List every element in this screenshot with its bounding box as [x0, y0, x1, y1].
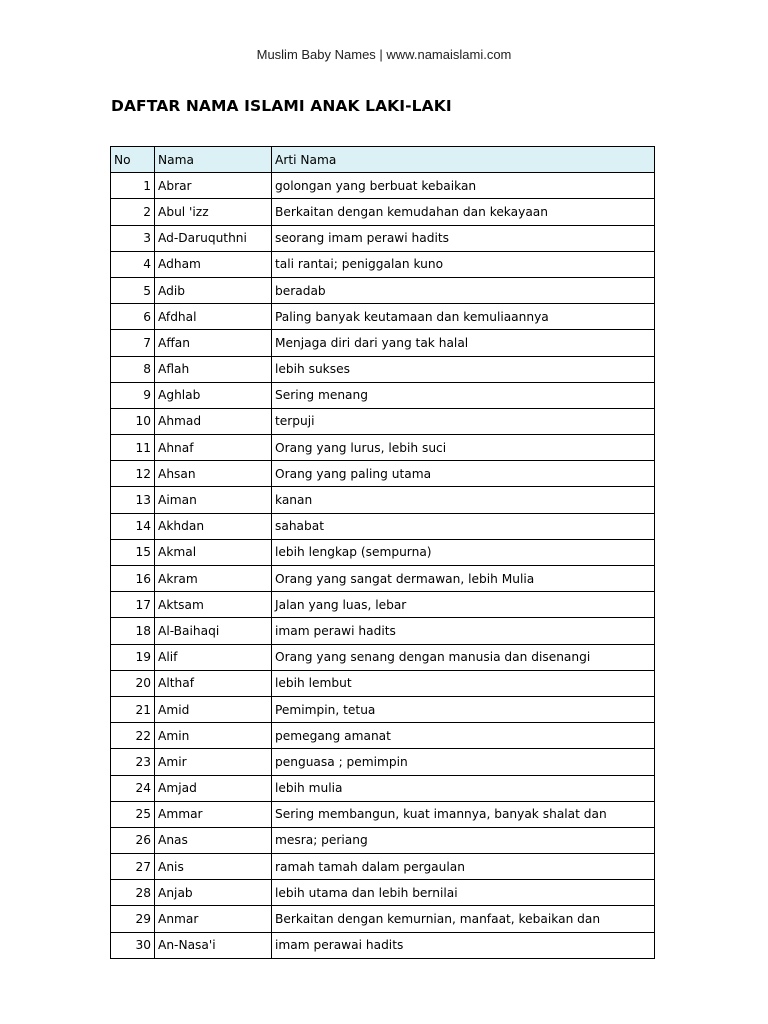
row-number: 24	[111, 775, 155, 801]
row-name: Akhdan	[155, 513, 272, 539]
row-meaning: seorang imam perawi hadits	[272, 225, 655, 251]
row-number: 10	[111, 408, 155, 434]
row-name: Alif	[155, 644, 272, 670]
table-row	[111, 173, 655, 199]
row-name: Akram	[155, 566, 272, 592]
column-header-arti-nama: Arti Nama	[272, 147, 655, 173]
table-row	[111, 356, 655, 382]
row-number: 3	[111, 225, 155, 251]
row-number: 16	[111, 566, 155, 592]
row-number: 13	[111, 487, 155, 513]
row-name: Anmar	[155, 906, 272, 932]
row-number: 20	[111, 670, 155, 696]
table-row	[111, 513, 655, 539]
table-row	[111, 566, 655, 592]
row-number: 23	[111, 749, 155, 775]
row-name: Al-Baihaqi	[155, 618, 272, 644]
row-number: 4	[111, 251, 155, 277]
row-name: Aghlab	[155, 382, 272, 408]
row-number: 22	[111, 723, 155, 749]
row-meaning: Berkaitan dengan kemudahan dan kekayaan	[272, 199, 655, 225]
table-row	[111, 670, 655, 696]
row-name: Ahsan	[155, 461, 272, 487]
table-row	[111, 330, 655, 356]
row-meaning: golongan yang berbuat kebaikan	[272, 173, 655, 199]
row-number: 8	[111, 356, 155, 382]
table-row	[111, 932, 655, 958]
row-number: 7	[111, 330, 155, 356]
row-number: 30	[111, 932, 155, 958]
row-meaning: mesra; periang	[272, 827, 655, 853]
row-number: 5	[111, 277, 155, 303]
row-meaning: Jalan yang luas, lebar	[272, 592, 655, 618]
table-row	[111, 644, 655, 670]
table-row	[111, 461, 655, 487]
row-name: Ahnaf	[155, 435, 272, 461]
row-meaning: Menjaga diri dari yang tak halal	[272, 330, 655, 356]
row-meaning: lebih lengkap (sempurna)	[272, 539, 655, 565]
column-header-no: No	[111, 147, 155, 173]
row-meaning: Orang yang senang dengan manusia dan disenangi	[272, 644, 655, 670]
row-name: Adham	[155, 251, 272, 277]
row-name: Affan	[155, 330, 272, 356]
row-number: 29	[111, 906, 155, 932]
row-meaning: Sering membangun, kuat imannya, banyak shalat dan	[272, 801, 655, 827]
row-meaning: lebih utama dan lebih bernilai	[272, 880, 655, 906]
table-row	[111, 775, 655, 801]
row-meaning: Orang yang paling utama	[272, 461, 655, 487]
row-name: Abul 'izz	[155, 199, 272, 225]
table-row	[111, 592, 655, 618]
table-row	[111, 304, 655, 330]
table-row	[111, 408, 655, 434]
row-number: 9	[111, 382, 155, 408]
row-name: Amjad	[155, 775, 272, 801]
row-number: 2	[111, 199, 155, 225]
table-row	[111, 801, 655, 827]
row-meaning: Berkaitan dengan kemurnian, manfaat, kebaikan dan	[272, 906, 655, 932]
row-meaning: Paling banyak keutamaan dan kemuliaannya	[272, 304, 655, 330]
row-meaning: ramah tamah dalam pergaulan	[272, 854, 655, 880]
table-row	[111, 199, 655, 225]
row-meaning: sahabat	[272, 513, 655, 539]
table-header-row	[111, 147, 655, 173]
table-row	[111, 435, 655, 461]
row-number: 25	[111, 801, 155, 827]
row-name: An-Nasa'i	[155, 932, 272, 958]
row-number: 15	[111, 539, 155, 565]
row-name: Aiman	[155, 487, 272, 513]
row-meaning: pemegang amanat	[272, 723, 655, 749]
row-meaning: beradab	[272, 277, 655, 303]
row-meaning: imam perawi hadits	[272, 618, 655, 644]
table-row	[111, 225, 655, 251]
table-row	[111, 277, 655, 303]
row-number: 1	[111, 173, 155, 199]
row-meaning: penguasa ; pemimpin	[272, 749, 655, 775]
row-meaning: lebih sukses	[272, 356, 655, 382]
row-number: 18	[111, 618, 155, 644]
row-name: Adib	[155, 277, 272, 303]
names-table	[110, 146, 655, 959]
row-meaning: kanan	[272, 487, 655, 513]
row-name: Ad-Daruquthni	[155, 225, 272, 251]
row-name: Anis	[155, 854, 272, 880]
row-meaning: tali rantai; peniggalan kuno	[272, 251, 655, 277]
row-meaning: lebih mulia	[272, 775, 655, 801]
table-row	[111, 539, 655, 565]
table-row	[111, 251, 655, 277]
row-name: Anjab	[155, 880, 272, 906]
row-meaning: lebih lembut	[272, 670, 655, 696]
table-row	[111, 696, 655, 722]
row-name: Ammar	[155, 801, 272, 827]
table-row	[111, 854, 655, 880]
table-row	[111, 618, 655, 644]
page-header: Muslim Baby Names | www.namaislami.com	[256, 47, 512, 62]
row-name: Aflah	[155, 356, 272, 382]
row-name: Aktsam	[155, 592, 272, 618]
row-meaning: imam perawai hadits	[272, 932, 655, 958]
row-name: Abrar	[155, 173, 272, 199]
table-row	[111, 382, 655, 408]
row-number: 6	[111, 304, 155, 330]
row-name: Afdhal	[155, 304, 272, 330]
table-row	[111, 906, 655, 932]
row-name: Althaf	[155, 670, 272, 696]
row-name: Anas	[155, 827, 272, 853]
column-header-nama: Nama	[155, 147, 272, 173]
table-body	[111, 173, 655, 959]
row-name: Amin	[155, 723, 272, 749]
row-number: 28	[111, 880, 155, 906]
table-row	[111, 487, 655, 513]
table-row	[111, 827, 655, 853]
row-number: 12	[111, 461, 155, 487]
row-number: 17	[111, 592, 155, 618]
row-number: 11	[111, 435, 155, 461]
row-meaning: Orang yang lurus, lebih suci	[272, 435, 655, 461]
row-name: Amid	[155, 696, 272, 722]
row-meaning: Sering menang	[272, 382, 655, 408]
row-number: 19	[111, 644, 155, 670]
row-number: 27	[111, 854, 155, 880]
row-name: Akmal	[155, 539, 272, 565]
table-row	[111, 880, 655, 906]
row-meaning: terpuji	[272, 408, 655, 434]
row-name: Ahmad	[155, 408, 272, 434]
row-meaning: Pemimpin, tetua	[272, 696, 655, 722]
table-row	[111, 749, 655, 775]
row-number: 21	[111, 696, 155, 722]
row-number: 26	[111, 827, 155, 853]
table-row	[111, 723, 655, 749]
row-name: Amir	[155, 749, 272, 775]
document-title: DAFTAR NAMA ISLAMI ANAK LAKI-LAKI	[111, 97, 452, 115]
row-meaning: Orang yang sangat dermawan, lebih Mulia	[272, 566, 655, 592]
row-number: 14	[111, 513, 155, 539]
